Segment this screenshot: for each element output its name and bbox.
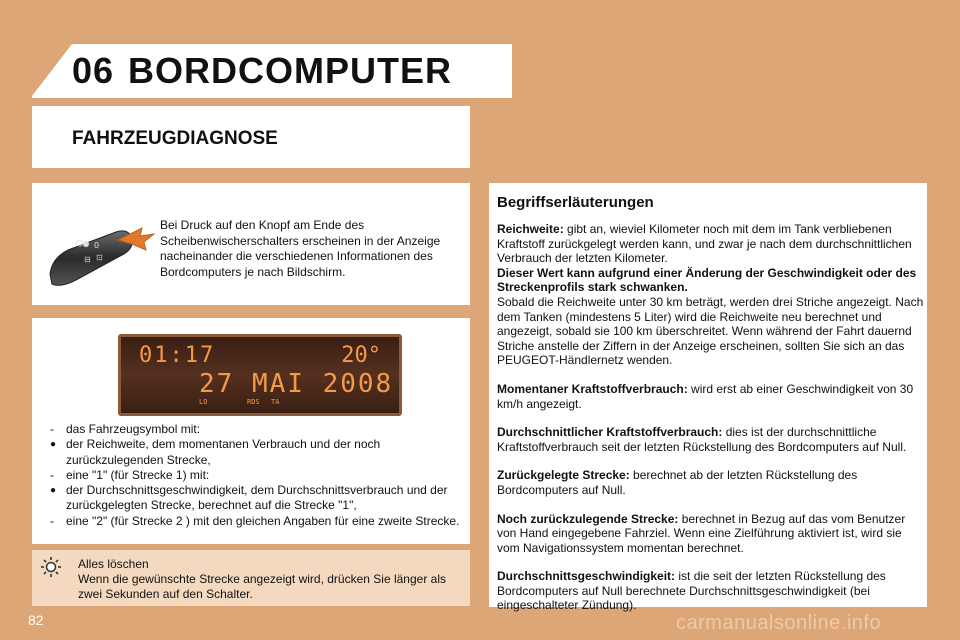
display-date: 27 MAI 2008 (199, 369, 394, 399)
svg-text:⌬: ⌬ (76, 239, 84, 249)
svg-text:⊡: ⊡ (96, 253, 103, 262)
glossary-body (497, 222, 925, 627)
glossary-momentan: Momentaner Kraftstoffverbrauch: wird erst ab einer Geschwindigkeit von 30 km/h angezeigt. (497, 381, 914, 411)
trip-computer-display (118, 334, 402, 416)
glossary-reichweite: Reichweite: gibt an, wieviel Kilometer noch mit dem im Tank verbliebenen Kraftstoff zurückgelegt werden kann, und zwar je nach dem durchschnittlichen Verbrauch der letzten Kilometer. Dieser Wert kann aufgrund einer Änderung der Geschwindigkeit oder des Streckenprofils stark schwanken. Sobald die Reichweite unter 30 km beträgt, werden drei Striche angezeigt. Nach dem Tanken (mindestens 5 Liter) wird die Reichweite neu berechnet und angezeigt, sobald sie 100 km überschreitet. Wenn während der Fahrt dauernd Striche anstelle der Ziffern in der Anzeige erscheinen, sollten Sie sich an das PEUGEOT-Händlernetz wenden. (497, 222, 924, 368)
page-number: 82 (28, 612, 44, 628)
wiper-stalk-illustration (46, 214, 156, 290)
svg-text:0: 0 (94, 241, 100, 250)
glossary-heading: Begriffserläuterungen (497, 194, 654, 211)
list-item: ● der Reichweite, dem momentanen Verbrauch und der noch zurückzulegenden Strecke, (50, 437, 381, 467)
glossary-zurueck: Zurückgelegte Strecke: berechnet ab der letzten Rückstellung des Bordcomputers auf Null. (497, 468, 858, 497)
lever-description: Bei Druck auf den Knopf am Ende des Scheibenwischerschalters erscheinen in der Anzeige nacheinander die verschiedenen Informationen des Bordcomputers je nach Bildschirm. (160, 218, 441, 279)
glossary-durchschnitt: Durchschnittlicher Kraftstoffverbrauch: dies ist der durchschnittliche Kraftstoffverbrauch seit der letzten Rückstellung des Bordcomputers auf Null. (497, 425, 907, 454)
display-time: 01:17 (139, 343, 216, 368)
svg-text:⊟: ⊟ (84, 255, 91, 264)
display-info-list (50, 422, 460, 529)
display-temperature: 20° (341, 343, 381, 368)
tip-text (78, 557, 468, 602)
tip-title: Alles löschen (78, 557, 149, 571)
chapter-number: 06 (72, 50, 115, 91)
chapter-title: BORDCOMPUTER (128, 50, 452, 91)
list-item: - eine "2" (für Strecke 2 ) mit den gleichen Angaben für eine zweite Strecke. (50, 513, 460, 528)
display-ta-indicator: TA (271, 398, 280, 406)
glossary-geschw: Durchschnittsgeschwindigkeit: ist die seit der letzten Rückstellung des Bordcomputers auf Null berechnete Durchschnittsgeschwindigkeit (bei eingeschalteter Zündung). (497, 569, 886, 613)
section-title: FAHRZEUGDIAGNOSE (72, 128, 278, 149)
list-item: - eine "1" (für Strecke 1) mit: (50, 467, 210, 482)
display-rds-indicator: RDS (247, 398, 260, 406)
list-item: - das Fahrzeugsymbol mit: (50, 422, 201, 436)
display-lo-indicator: LO (199, 398, 208, 406)
sun-icon (40, 556, 62, 578)
list-item: ● der Durchschnittsgeschwindigkeit, dem Durchschnittsverbrauch und der zurückgelegten Strecke, berechnet auf die Strecke "1", (50, 483, 448, 513)
glossary-warning: Dieser Wert kann aufgrund einer Änderung der Geschwindigkeit oder des Streckenprofils stark schwanken. (497, 265, 917, 295)
tip-body: Wenn die gewünschte Strecke angezeigt wird, drücken Sie länger als zwei Sekunden auf den Schalter. (78, 572, 446, 601)
glossary-noch: Noch zurückzulegende Strecke: berechnet in Bezug auf das vom Benutzer von Hand eingegebene Fahrziel. Wenn eine Zielführung aktiviert ist, wird sie vom Navigationssystem momentan berechnet. (497, 511, 906, 555)
watermark: carmanualsonline.info (676, 612, 882, 634)
